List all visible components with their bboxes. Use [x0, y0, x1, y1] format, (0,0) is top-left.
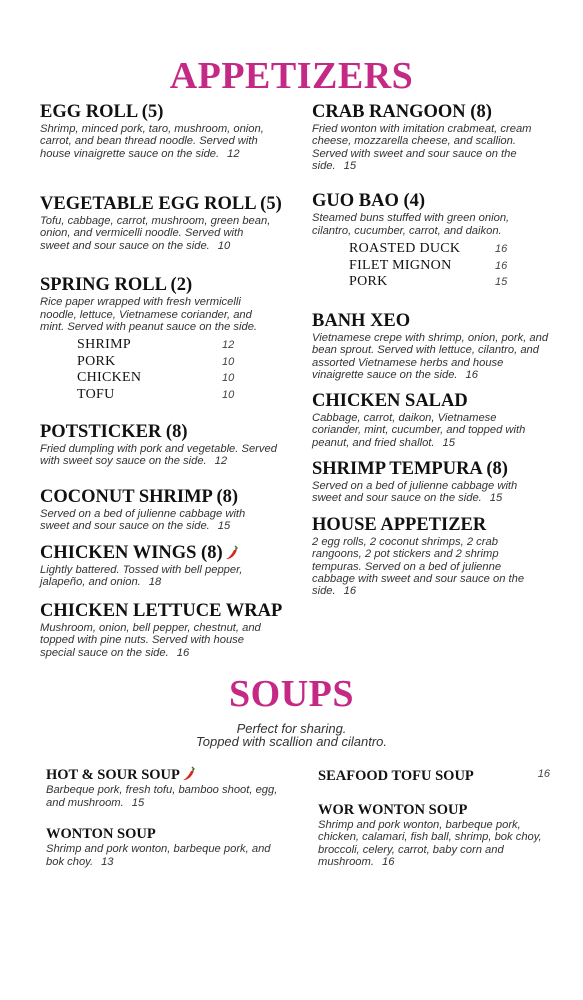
item-description: Shrimp and pork wonton, barbeque pork, chicken, calamari, fish ball, shrimp, bok choy, broccoli, celery, carrot, baby corn and mushroom. 16 [318, 819, 542, 868]
item-name: CHICKEN LETTUCE WRAP [40, 601, 283, 621]
item-description: Fried wonton with imitation crabmeat, cream cheese, mozzarella cheese, and scallion. Served with sweet and sour sauce on the side. 15 [312, 123, 532, 172]
item-price: 16 [381, 855, 395, 868]
item-description: 2 egg rolls, 2 coconut shrimps, 2 crab rangoons, 2 pot stickers and 2 shrimp tempuras. Served on a bed of julienne cabbage with sweet and sour sauce on the side. 16 [312, 536, 525, 598]
item-description: Mushroom, onion, bell pepper, chestnut, and topped with pine nuts. Served with house special sauce on the side. 16 [40, 622, 261, 659]
option-row: FILET MIGNON 16 [349, 257, 508, 273]
item-description: Lightly battered. Tossed with bell pepper, jalapeño, and onion. 18 [40, 564, 243, 589]
item-price: 12 [214, 455, 228, 468]
item-description: Served on a bed of julienne cabbage with sweet and sour sauce on the side. 15 [40, 508, 246, 533]
guo-bao-options [349, 241, 511, 291]
item-name: POTSTICKER (8) [40, 422, 188, 442]
menu-item-crab-rangoon [312, 103, 550, 172]
option-row: PORK 10 [77, 353, 235, 369]
option-row: ROASTED DUCK 16 [349, 241, 508, 257]
item-name: CHICKEN WINGS (8) [40, 544, 262, 563]
item-price: 13 [101, 855, 114, 868]
item-price: 16 [176, 646, 190, 659]
item-description: Steamed buns stuffed with green onion, cilantro, cucumber, carrot, and daikon. [312, 212, 510, 237]
menu-item-wonton-soup [46, 826, 282, 868]
item-price: 15 [217, 520, 231, 533]
item-price: 15 [131, 796, 145, 809]
option-row: PORK 15 [349, 274, 508, 290]
item-description: Tofu, cabbage, carrot, mushroom, green bean, onion, and vermicelli noodle. Served with sweet and sour sauce on the side. 10 [40, 215, 271, 252]
soups-subtitle-line-1: Perfect for sharing. [236, 721, 347, 736]
item-price: 10 [217, 239, 231, 252]
item-description: Barbeque pork, fresh tofu, bamboo shoot, egg, and mushroom. 15 [46, 784, 278, 809]
item-name: CRAB RANGOON (8) [312, 102, 492, 122]
item-price: 15 [343, 159, 357, 172]
item-name: EGG ROLL (5) [40, 102, 164, 122]
item-description: Shrimp, minced pork, taro, mushroom, onion, carrot, and bean thread noodle. Served with house vinaigrette sauce on the side. 12 [40, 123, 264, 160]
menu-item-vegetable-egg-roll [40, 194, 282, 252]
item-name: HOUSE APPETIZER [312, 515, 487, 535]
menu-item-chicken-wings [40, 544, 262, 589]
menu-item-coconut-shrimp [40, 488, 266, 533]
item-description: Served on a bed of julienne cabbage with sweet and sour sauce on the side. 15 [312, 480, 518, 505]
item-name: SEAFOOD TOFU SOUP [318, 768, 474, 784]
item-name: COCONUT SHRIMP (8) [40, 487, 239, 507]
item-price: 16 [465, 368, 478, 381]
menu-item-chicken-salad [312, 392, 542, 449]
item-name: SHRIMP TEMPURA (8) [312, 459, 508, 479]
item-description: Vietnamese crepe with shrimp, onion, pork, and bean sprout. Served with lettuce, cilantro, and assorted Vietnamese herbs and house vinaigrette sauce on the side. 16 [312, 332, 549, 381]
menu-item-guo-bao [312, 192, 542, 237]
item-description: Cabbage, carrot, daikon, Vietnamese coriander, mint, cucumber, and topped with peanut, and fried shallot. 15 [312, 412, 526, 449]
item-price: 15 [489, 492, 503, 505]
menu-item-potsticker [40, 423, 280, 468]
item-name: WOR WONTON SOUP [318, 802, 468, 818]
item-description: Shrimp and pork wonton, barbeque pork, and bok choy. 13 [46, 843, 271, 868]
appetizers-title: APPETIZERS [169, 55, 414, 97]
item-description: Fried dumpling with pork and vegetable. Served with sweet soy sauce on the side. 12 [40, 443, 277, 468]
chili-pepper-icon [225, 545, 239, 561]
item-name: HOT & SOUR SOUP [46, 766, 286, 783]
option-row: CHICKEN 10 [77, 370, 235, 386]
item-name: BANH XEO [312, 311, 411, 331]
item-description: Rice paper wrapped with fresh vermicelli noodle, lettuce, Vietnamese coriander, and mint. Served with peanut sauce on the side. [40, 296, 258, 334]
menu-item-house-appetizer [312, 516, 542, 597]
option-row: SHRIMP 12 [77, 337, 235, 353]
menu-item-shrimp-tempura [312, 460, 544, 505]
menu-item-hot-sour-soup [46, 766, 286, 809]
chili-pepper-icon [182, 766, 196, 782]
menu-item-seafood-tofu-soup [318, 767, 554, 785]
soups-subtitle-line-2: Topped with scallion and cilantro. [195, 734, 388, 749]
menu-item-spring-roll [40, 276, 276, 334]
option-row: TOFU 10 [77, 386, 235, 402]
item-name: GUO BAO (4) [312, 191, 426, 211]
item-price: 16 [343, 585, 357, 598]
menu-item-banh-xeo [312, 312, 550, 381]
item-name: WONTON SOUP [46, 826, 156, 842]
item-price: 15 [442, 436, 455, 449]
item-name: SPRING ROLL (2) [40, 275, 193, 295]
menu-item-wor-wonton-soup [318, 802, 548, 868]
spring-roll-options [77, 337, 242, 403]
item-name: VEGETABLE EGG ROLL (5) [40, 194, 282, 214]
menu-item-chicken-lettuce-wrap [40, 601, 283, 659]
soups-title: SOUPS [229, 673, 354, 715]
item-price: 18 [148, 576, 162, 589]
item-price: 16 [537, 768, 550, 780]
item-price: 12 [227, 147, 240, 160]
item-name: CHICKEN SALAD [312, 391, 468, 411]
menu-item-egg-roll [40, 103, 276, 160]
